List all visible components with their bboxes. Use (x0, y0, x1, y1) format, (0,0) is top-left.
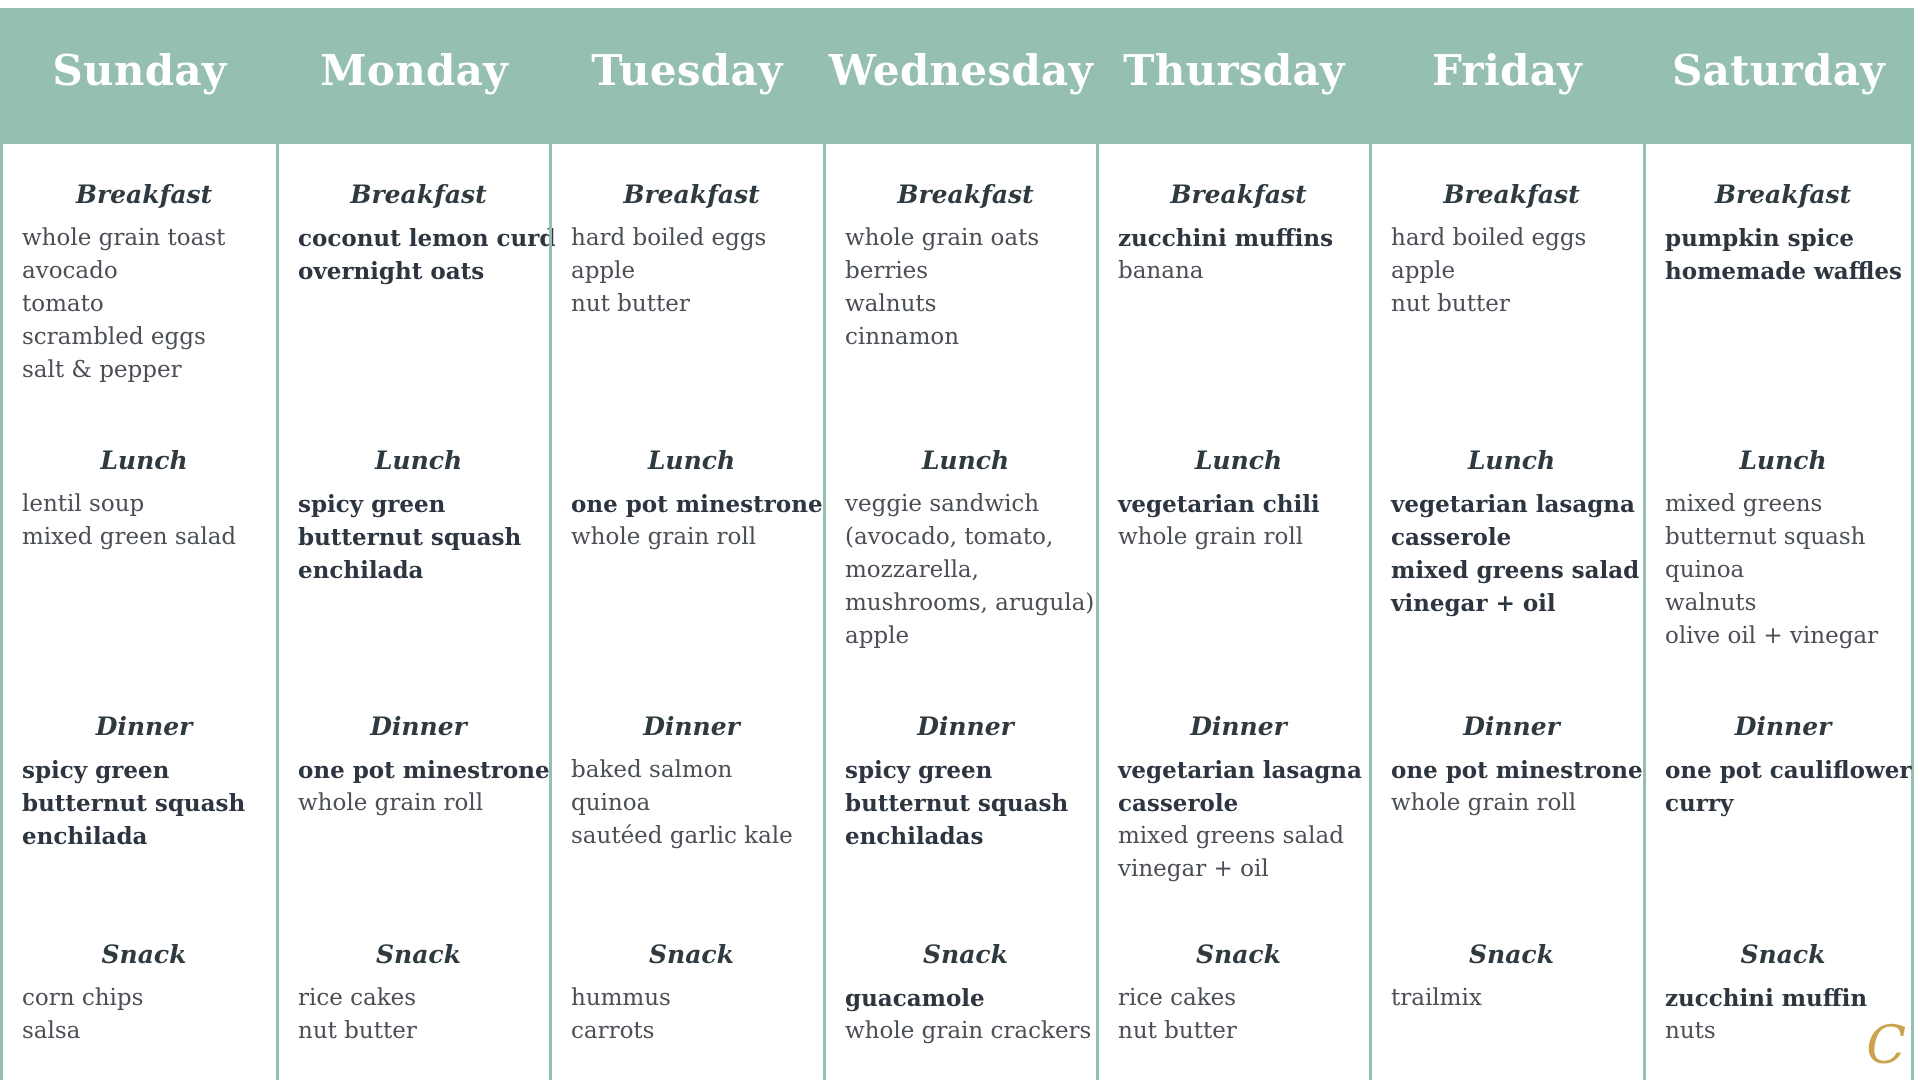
meal-title-breakfast: Breakfast (897, 180, 1034, 209)
meal-lunch (1391, 446, 1640, 620)
meal-item: mixed green salad (22, 524, 237, 550)
meal-item: enchilada (298, 557, 424, 584)
meal-title-breakfast: Breakfast (350, 180, 487, 209)
meal-item: hummus (571, 985, 671, 1011)
meal-item: carrots (571, 1018, 655, 1044)
meal-item: casserole (1391, 524, 1512, 551)
meal-item: one pot minestrone (298, 757, 550, 784)
meal-lunch (22, 446, 266, 554)
meal-breakfast (298, 180, 556, 288)
day-column-friday (1369, 8, 1642, 1080)
meal-title-breakfast: Breakfast (1443, 180, 1580, 209)
meal-dinner (1391, 712, 1643, 820)
meal-item: banana (1118, 258, 1204, 284)
meal-item: apple (571, 258, 636, 284)
meal-item: mozzarella, (845, 557, 979, 583)
meal-title-snack: Snack (101, 940, 187, 969)
meal-item: scrambled eggs (22, 324, 206, 350)
meal-dinner (22, 712, 266, 853)
meal-title-breakfast: Breakfast (75, 180, 213, 209)
meal-item: nut butter (1118, 1018, 1237, 1044)
meal-item: (avocado, tomato, (845, 524, 1054, 550)
meal-title-lunch: Lunch (100, 446, 188, 475)
meal-item: vegetarian lasagna (1118, 757, 1362, 784)
meal-item: nut butter (298, 1018, 417, 1044)
meal-dinner (1118, 712, 1362, 886)
meal-item: butternut squash (1665, 524, 1866, 550)
meal-snack (571, 940, 812, 1048)
meal-item: trailmix (1391, 985, 1482, 1011)
meal-dinner (298, 712, 550, 820)
day-column-sunday (3, 8, 276, 1080)
meal-item: guacamole (845, 985, 985, 1012)
meal-lunch (298, 446, 539, 587)
meal-item: whole grain oats (845, 225, 1040, 251)
meal-title-lunch: Lunch (1467, 446, 1556, 475)
meal-title-breakfast: Breakfast (1714, 180, 1852, 209)
meal-item: mushrooms, arugula) (845, 590, 1095, 616)
meal-item: enchiladas (845, 823, 984, 850)
meal-title-snack: Snack (1469, 940, 1554, 969)
meal-title-lunch: Lunch (647, 446, 736, 475)
meal-item: curry (1665, 790, 1734, 817)
day-column-tuesday (549, 8, 822, 1080)
meal-item: one pot cauliflower (1665, 757, 1912, 784)
meal-item: lentil soup (22, 491, 145, 517)
meal-item: whole grain crackers (845, 1018, 1092, 1044)
meal-item: butternut squash (22, 790, 246, 817)
meal-title-snack: Snack (923, 940, 1008, 969)
meal-item: nuts (1665, 1018, 1716, 1044)
meal-item: apple (1391, 258, 1456, 284)
meal-dinner (1665, 712, 1912, 820)
meal-item: cinnamon (845, 324, 960, 350)
meal-item: butternut squash (845, 790, 1069, 817)
meal-item: whole grain roll (1391, 790, 1577, 816)
meal-item: zucchini muffin (1665, 985, 1868, 1012)
meal-breakfast (1391, 180, 1632, 321)
meal-title-dinner: Dinner (1734, 712, 1832, 741)
meal-item: tomato (22, 291, 104, 317)
meal-item: vegetarian chili (1118, 491, 1320, 518)
day-title: Friday (1432, 46, 1582, 95)
day-title: Sunday (52, 46, 227, 95)
meal-breakfast (571, 180, 812, 321)
meal-lunch (1118, 446, 1359, 554)
day-column-wednesday (823, 8, 1096, 1080)
meal-item: pumpkin spice (1665, 225, 1855, 252)
meal-item: spicy green (22, 757, 170, 784)
meal-title-lunch: Lunch (1739, 446, 1827, 475)
meal-item: olive oil + vinegar (1665, 623, 1879, 649)
meal-item: whole grain roll (571, 524, 757, 550)
meal-item: sautéed garlic kale (571, 823, 793, 849)
meal-snack (22, 940, 266, 1048)
meal-item: butternut squash (298, 524, 522, 551)
meal-item: zucchini muffins (1118, 225, 1334, 252)
meal-item: salsa (22, 1018, 81, 1044)
meal-dinner (845, 712, 1086, 853)
meal-item: spicy green (298, 491, 446, 518)
meal-item: one pot minestrone (571, 491, 823, 518)
meal-item: quinoa (571, 790, 651, 816)
meal-item: one pot minestrone (1391, 757, 1643, 784)
meal-title-snack: Snack (649, 940, 734, 969)
day-column-thursday (1096, 8, 1369, 1080)
meal-title-snack: Snack (376, 940, 461, 969)
meal-item: hard boiled eggs (1391, 225, 1587, 251)
meal-item: mixed greens (1665, 491, 1823, 517)
meal-item: vinegar + oil (1118, 856, 1269, 882)
meal-title-dinner: Dinner (95, 712, 193, 741)
day-column-saturday (1643, 8, 1911, 1080)
meal-item: corn chips (22, 985, 144, 1011)
meal-title-lunch: Lunch (374, 446, 463, 475)
meal-title-breakfast: Breakfast (1170, 180, 1307, 209)
meal-item: vegetarian lasagna (1391, 491, 1635, 518)
meal-item: avocado (22, 258, 118, 284)
meal-title-breakfast: Breakfast (623, 180, 760, 209)
meal-title-snack: Snack (1740, 940, 1826, 969)
day-title: Wednesday (828, 46, 1094, 95)
meal-breakfast (22, 180, 266, 387)
meal-item: vinegar + oil (1391, 590, 1556, 617)
meal-item: walnuts (845, 291, 937, 317)
meal-item: mixed greens salad (1118, 823, 1344, 849)
meal-planner (0, 8, 1914, 1080)
meal-item: whole grain toast (22, 225, 226, 251)
day-title: Monday (320, 46, 508, 95)
meal-title-dinner: Dinner (917, 712, 1014, 741)
meal-dinner (571, 712, 812, 853)
meal-item: whole grain roll (1118, 524, 1304, 550)
meal-breakfast (845, 180, 1086, 354)
meal-title-lunch: Lunch (1194, 446, 1283, 475)
meal-item: spicy green (845, 757, 993, 784)
day-title: Thursday (1123, 46, 1345, 95)
meal-item: enchilada (22, 823, 148, 850)
day-title: Tuesday (591, 46, 783, 95)
meal-item: nut butter (1391, 291, 1510, 317)
meal-title-dinner: Dinner (1463, 712, 1560, 741)
day-title: Saturday (1672, 46, 1885, 95)
meal-item: casserole (1118, 790, 1239, 817)
meal-snack (1391, 940, 1632, 1015)
meal-item: overnight oats (298, 258, 485, 285)
day-column-monday (276, 8, 556, 1080)
meal-item: homemade waffles (1665, 258, 1902, 285)
meal-item: rice cakes (1118, 985, 1237, 1011)
meal-item: coconut lemon curd (298, 225, 556, 252)
meal-title-dinner: Dinner (643, 712, 740, 741)
meal-title-dinner: Dinner (1190, 712, 1287, 741)
meal-lunch (845, 446, 1095, 653)
meal-item: whole grain roll (298, 790, 484, 816)
meal-item: rice cakes (298, 985, 417, 1011)
meal-snack (845, 940, 1092, 1048)
meal-title-dinner: Dinner (370, 712, 467, 741)
meal-item: hard boiled eggs (571, 225, 767, 251)
meal-lunch (1665, 446, 1901, 653)
meal-breakfast (1665, 180, 1901, 288)
brand-logo: C (1866, 1016, 1906, 1076)
meal-item: veggie sandwich (845, 491, 1040, 517)
meal-snack (298, 940, 539, 1048)
meal-lunch (571, 446, 823, 554)
meal-title-lunch: Lunch (921, 446, 1010, 475)
meal-breakfast (1118, 180, 1359, 288)
meal-item: walnuts (1665, 590, 1757, 616)
meal-item: mixed greens salad (1391, 557, 1640, 584)
meal-item: baked salmon (571, 757, 733, 783)
meal-snack (1118, 940, 1359, 1048)
meal-item: quinoa (1665, 557, 1745, 583)
meal-item: apple (845, 623, 910, 649)
meal-item: berries (845, 258, 929, 284)
meal-item: nut butter (571, 291, 690, 317)
meal-title-snack: Snack (1196, 940, 1281, 969)
meal-item: salt & pepper (22, 357, 182, 383)
